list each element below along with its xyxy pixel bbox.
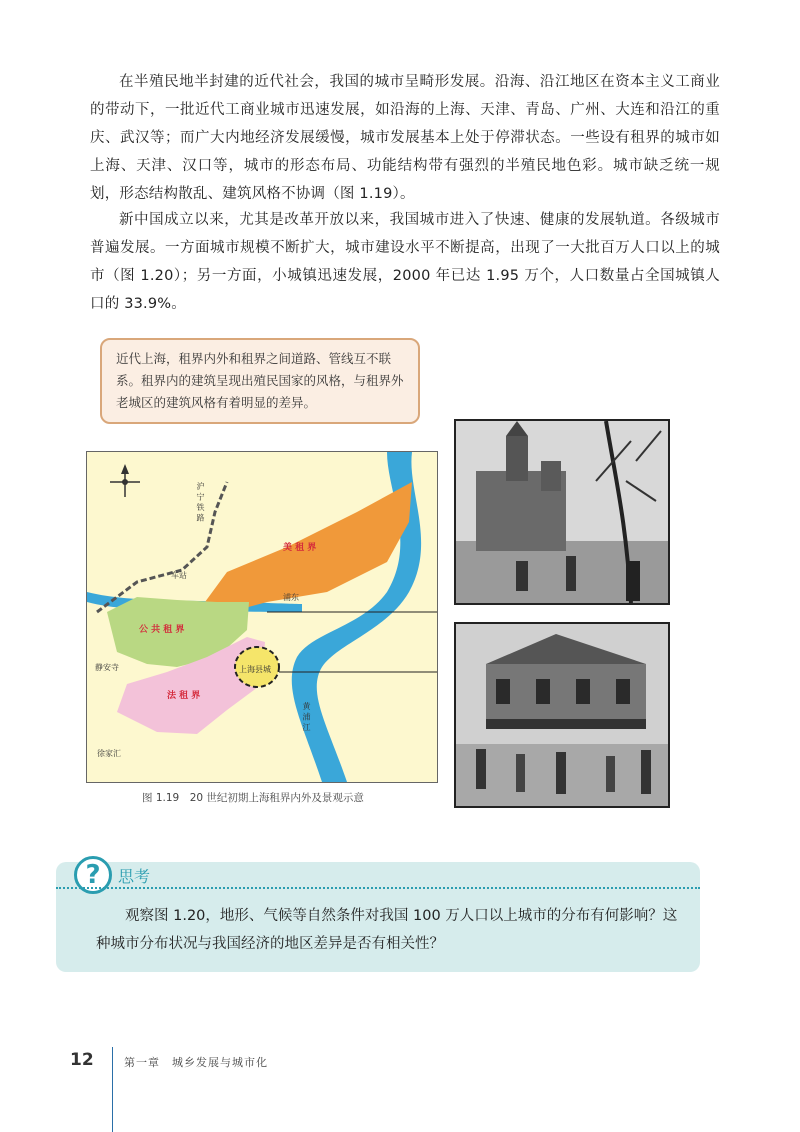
map-label-railway: 沪 宁 铁 路 bbox=[196, 482, 205, 522]
chapter-title: 第一章 城乡发展与城市化 bbox=[124, 1056, 268, 1069]
map-label-jingansi: 静安寺 bbox=[95, 663, 119, 672]
think-question: 观察图 1.20，地形、气候等自然条件对我国 100 万人口以上城市的分布有何影响？这种城市分布状况与我国经济的地区差异是否有相关性？ bbox=[96, 908, 678, 952]
compass-rose-icon bbox=[110, 464, 140, 497]
map-label-xujiahui: 徐家汇 bbox=[97, 749, 121, 758]
think-title: 思考 bbox=[118, 867, 151, 886]
map-label-station: 车站 bbox=[171, 571, 187, 580]
old-city-building-photo bbox=[454, 622, 670, 808]
map-graphic bbox=[87, 452, 437, 782]
map-label-american-concession: 美 租 界 bbox=[283, 543, 317, 553]
map-label-huangpu: 黄 浦 江 bbox=[302, 702, 311, 732]
map-label-french-concession: 法 租 界 bbox=[167, 691, 201, 701]
callout-note: 近代上海，租界内外和租界之间道路、管线互不联系。租界内的建筑呈现出殖民国家的风格，与租界外老城区的建筑风格有着明显的差异。 bbox=[100, 338, 420, 424]
figure-caption: 图 1.19 20 世纪初期上海租界内外及景观示意 bbox=[142, 792, 364, 804]
railway-line bbox=[97, 482, 227, 612]
question-mark-icon: ? bbox=[74, 856, 112, 894]
body-paragraph-2: 新中国成立以来，尤其是改革开放以来，我国城市进入了快速、健康的发展轨道。各级城市普遍发展。一方面城市规模不断扩大，城市建设水平不断提高，出现了一大批百万人口以上的城市（图 1.20）；另一方面，小城镇迅速发展，2000 年已达 1.95 万个，人口数量占全国城镇人口的 33.9%。 bbox=[90, 212, 720, 312]
footer-divider bbox=[112, 1047, 113, 1132]
body-paragraph-1: 在半殖民地半封建的近代社会，我国的城市呈畸形发展。沿海、沿江地区在资本主义工商业的带动下，一批近代工商业城市迅速发展，如沿海的上海、天津、青岛、广州、大连和沿江的重庆、武汉等；而广大内地经济发展缓慢，城市发展基本上处于停滞状态。一些设有租界的城市如上海、天津、汉口等，城市的形态布局、功能结构带有强烈的半殖民地色彩。城市缺乏统一规划，形态结构散乱、建筑风格不协调（图 1.19）。 bbox=[90, 74, 720, 202]
map-label-international-settlement: 公 共 租 界 bbox=[139, 625, 185, 635]
map-label-pudong: 浦东 bbox=[283, 593, 299, 602]
shanghai-concession-map bbox=[86, 451, 438, 783]
map-label-old-city: 上海县城 bbox=[239, 665, 271, 674]
dotted-divider bbox=[56, 887, 700, 889]
page-number: 12 bbox=[70, 1050, 94, 1070]
concession-building-photo bbox=[454, 419, 670, 605]
